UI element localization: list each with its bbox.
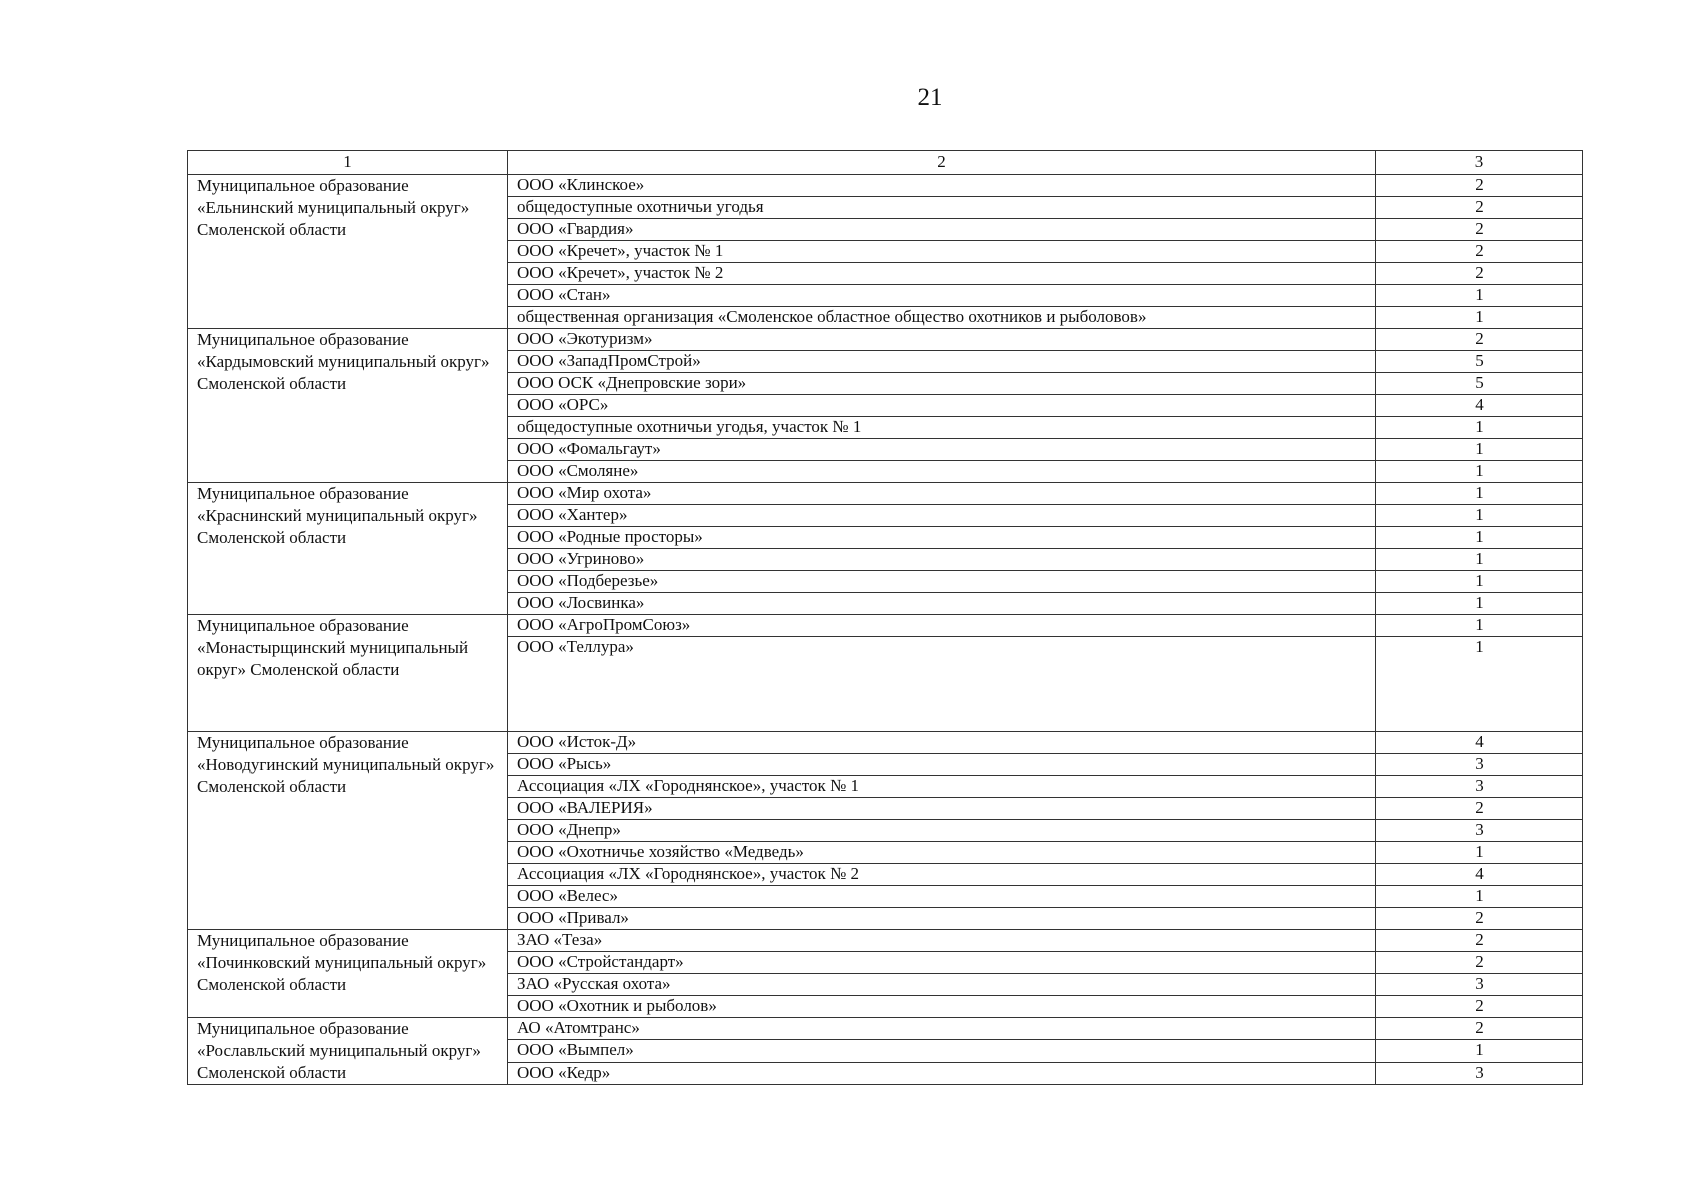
count-cell: 1: [1376, 461, 1583, 483]
organization-cell: ООО «Клинское»: [508, 175, 1376, 197]
municipality-cell: Муниципальное образование «Кардымовский муниципальный округ» Смоленской области: [188, 329, 508, 483]
organization-cell: ООО «Кречет», участок № 1: [508, 241, 1376, 263]
table-row: [188, 175, 1583, 197]
count-cell: 4: [1376, 395, 1583, 417]
organization-cell: Ассоциация «ЛХ «Городнянское», участок № 2: [508, 864, 1376, 886]
organization-cell: ООО «Теллура»: [508, 637, 1376, 732]
organization-cell: ООО «АгроПромСоюз»: [508, 615, 1376, 637]
count-cell: 4: [1376, 864, 1583, 886]
column-header-1: 1: [188, 151, 508, 175]
count-cell: 1: [1376, 439, 1583, 461]
organization-cell: ООО «Мир охота»: [508, 483, 1376, 505]
count-cell: 2: [1376, 996, 1583, 1018]
municipality-cell: Муниципальное образование «Монастырщинский муниципальный округ» Смоленской области: [188, 615, 508, 732]
count-cell: 1: [1376, 483, 1583, 505]
count-cell: 3: [1376, 754, 1583, 776]
count-cell: 2: [1376, 1018, 1583, 1040]
organization-cell: ООО «Экотуризм»: [508, 329, 1376, 351]
count-cell: 5: [1376, 373, 1583, 395]
count-cell: 2: [1376, 241, 1583, 263]
organization-cell: ООО «ВАЛЕРИЯ»: [508, 798, 1376, 820]
municipality-cell: Муниципальное образование «Новодугинский муниципальный округ» Смоленской области: [188, 732, 508, 930]
organization-cell: общественная организация «Смоленское областное общество охотников и рыболовов»: [508, 307, 1376, 329]
count-cell: 1: [1376, 307, 1583, 329]
organization-cell: ООО «Велес»: [508, 886, 1376, 908]
count-cell: 1: [1376, 527, 1583, 549]
organization-cell: ООО «ОРС»: [508, 395, 1376, 417]
organization-cell: ООО «Лосвинка»: [508, 593, 1376, 615]
count-cell: 1: [1376, 285, 1583, 307]
organization-cell: ООО «Рысь»: [508, 754, 1376, 776]
organization-cell: ООО «Фомальгаут»: [508, 439, 1376, 461]
organization-cell: ООО ОСК «Днепровские зори»: [508, 373, 1376, 395]
column-header-3: 3: [1376, 151, 1583, 175]
organization-cell: ООО «Смоляне»: [508, 461, 1376, 483]
municipality-cell: Муниципальное образование «Починковский муниципальный округ» Смоленской области: [188, 930, 508, 1018]
organization-cell: ООО «ЗападПромСтрой»: [508, 351, 1376, 373]
organization-cell: общедоступные охотничьи угодья: [508, 197, 1376, 219]
table-row: [188, 615, 1583, 637]
organization-cell: ООО «Родные просторы»: [508, 527, 1376, 549]
organization-cell: ЗАО «Русская охота»: [508, 974, 1376, 996]
organization-cell: Ассоциация «ЛХ «Городнянское», участок № 1: [508, 776, 1376, 798]
organization-cell: ООО «Днепр»: [508, 820, 1376, 842]
count-cell: 1: [1376, 615, 1583, 637]
organization-cell: ООО «Охотник и рыболов»: [508, 996, 1376, 1018]
count-cell: 1: [1376, 593, 1583, 615]
hunting-grounds-table: [187, 150, 1583, 1085]
count-cell: 2: [1376, 329, 1583, 351]
organization-cell: ЗАО «Теза»: [508, 930, 1376, 952]
count-cell: 3: [1376, 1062, 1583, 1084]
organization-cell: ООО «Исток-Д»: [508, 732, 1376, 754]
table-row: [188, 930, 1583, 952]
organization-cell: ООО «Кречет», участок № 2: [508, 263, 1376, 285]
count-cell: 2: [1376, 952, 1583, 974]
municipality-cell: Муниципальное образование «Рославльский муниципальный округ» Смоленской области: [188, 1018, 508, 1085]
count-cell: 1: [1376, 505, 1583, 527]
organization-cell: ООО «Стройстандарт»: [508, 952, 1376, 974]
count-cell: 2: [1376, 263, 1583, 285]
count-cell: 1: [1376, 886, 1583, 908]
count-cell: 1: [1376, 549, 1583, 571]
table-row: [188, 483, 1583, 505]
table-row: [188, 732, 1583, 754]
organization-cell: АО «Атомтранс»: [508, 1018, 1376, 1040]
organization-cell: ООО «Охотничье хозяйство «Медведь»: [508, 842, 1376, 864]
table-row: [188, 1018, 1583, 1040]
count-cell: 1: [1376, 417, 1583, 439]
count-cell: 1: [1376, 637, 1583, 732]
table-row: [188, 329, 1583, 351]
organization-cell: ООО «Угриново»: [508, 549, 1376, 571]
table-body: [188, 175, 1583, 1085]
municipality-cell: Муниципальное образование «Ельнинский муниципальный округ» Смоленской области: [188, 175, 508, 329]
organization-cell: ООО «Кедр»: [508, 1062, 1376, 1084]
count-cell: 2: [1376, 219, 1583, 241]
count-cell: 3: [1376, 974, 1583, 996]
organization-cell: ООО «Вымпел»: [508, 1040, 1376, 1062]
organization-cell: общедоступные охотничьи угодья, участок № 1: [508, 417, 1376, 439]
organization-cell: ООО «Гвардия»: [508, 219, 1376, 241]
count-cell: 2: [1376, 930, 1583, 952]
page-number: 21: [917, 84, 943, 111]
count-cell: 2: [1376, 197, 1583, 219]
count-cell: 5: [1376, 351, 1583, 373]
organization-cell: ООО «Хантер»: [508, 505, 1376, 527]
count-cell: 3: [1376, 776, 1583, 798]
count-cell: 1: [1376, 1040, 1583, 1062]
count-cell: 3: [1376, 820, 1583, 842]
organization-cell: ООО «Привал»: [508, 908, 1376, 930]
count-cell: 2: [1376, 798, 1583, 820]
organization-cell: ООО «Подберезье»: [508, 571, 1376, 593]
municipality-cell: Муниципальное образование «Краснинский муниципальный округ» Смоленской области: [188, 483, 508, 615]
count-cell: 2: [1376, 175, 1583, 197]
table-header-row: [188, 151, 1583, 175]
count-cell: 4: [1376, 732, 1583, 754]
organization-cell: ООО «Стан»: [508, 285, 1376, 307]
column-header-2: 2: [508, 151, 1376, 175]
count-cell: 1: [1376, 571, 1583, 593]
count-cell: 1: [1376, 842, 1583, 864]
count-cell: 2: [1376, 908, 1583, 930]
